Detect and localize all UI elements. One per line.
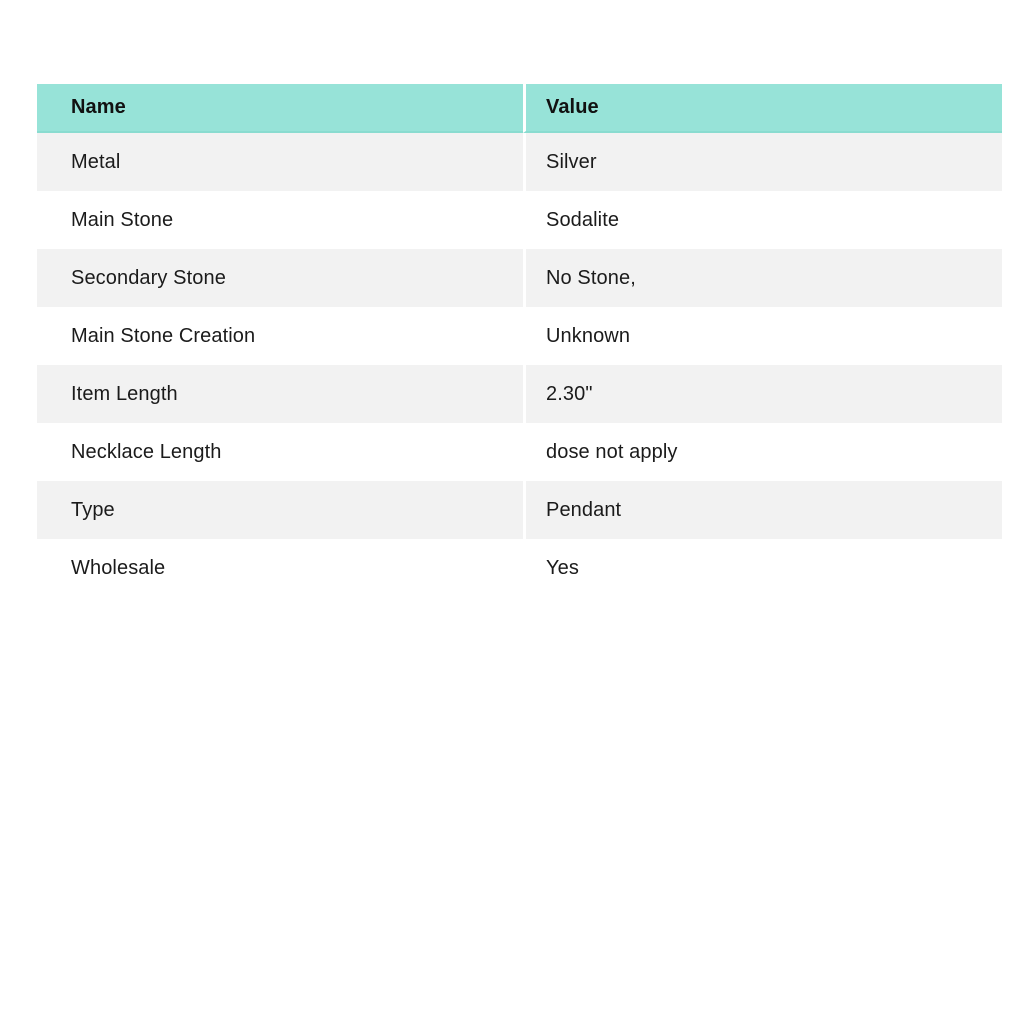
row-name-cell: Metal bbox=[71, 150, 121, 173]
row-value-cell: Unknown bbox=[523, 307, 1002, 365]
table-row bbox=[37, 133, 1002, 191]
item-specifics-table bbox=[37, 84, 1002, 597]
row-name-cell: Main Stone Creation bbox=[71, 324, 256, 347]
row-value-cell: Pendant bbox=[523, 481, 1002, 539]
row-name-cell: Necklace Length bbox=[71, 440, 222, 463]
table-row bbox=[37, 539, 1002, 597]
table-row bbox=[37, 481, 1002, 539]
row-name-cell: Secondary Stone bbox=[71, 266, 226, 289]
row-name-cell: Wholesale bbox=[71, 556, 166, 579]
table-row bbox=[37, 307, 1002, 365]
row-value-cell: Silver bbox=[523, 133, 1002, 191]
table-row bbox=[37, 365, 1002, 423]
row-name-cell: Main Stone bbox=[71, 208, 174, 231]
row-value-cell: dose not apply bbox=[523, 423, 1002, 481]
table-row bbox=[37, 423, 1002, 481]
table-row bbox=[37, 249, 1002, 307]
row-name-cell: Item Length bbox=[71, 382, 178, 405]
row-value-cell: Yes bbox=[523, 539, 1002, 597]
row-value-cell: 2.30" bbox=[523, 365, 1002, 423]
row-value-cell: No Stone, bbox=[523, 249, 1002, 307]
header-cell-name: Name bbox=[37, 84, 523, 133]
row-value-cell: Sodalite bbox=[523, 191, 1002, 249]
header-cell-value: Value bbox=[523, 84, 1002, 133]
table-header-row bbox=[37, 84, 1002, 133]
row-name-cell: Type bbox=[71, 498, 115, 521]
table-row bbox=[37, 191, 1002, 249]
